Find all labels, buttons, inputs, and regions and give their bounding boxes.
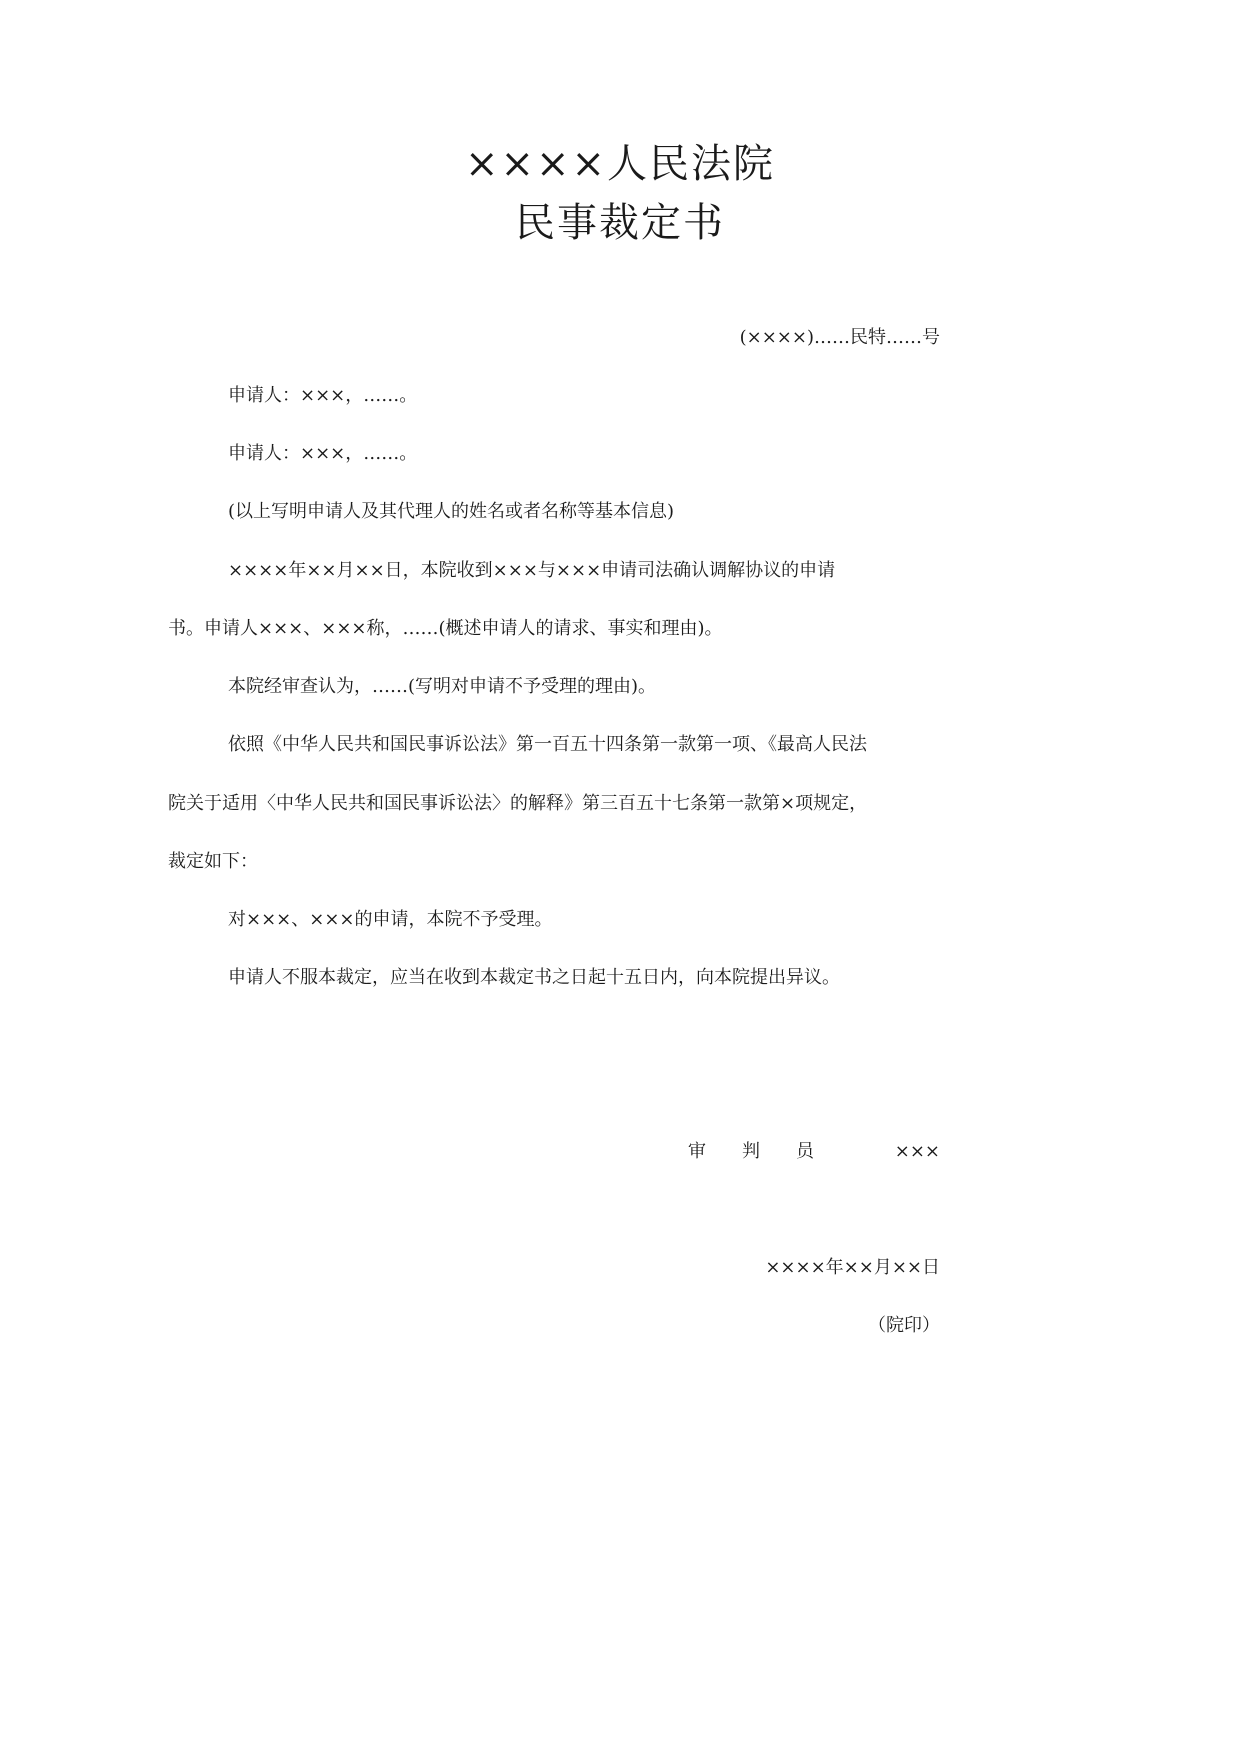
judge-title: 审 判 员 [688, 1141, 814, 1162]
document-type-title: 民事裁定书 [515, 200, 725, 246]
judge-name: ××× [894, 1141, 940, 1162]
legal-basis-line-2: 院关于适用〈中华人民共和国民事诉讼法〉的解释》第三百五十七条第一款第×项规定， [168, 793, 868, 814]
facts-paragraph-line-2: 书。申请人×××、×××称，……(概述申请人的请求、事实和理由)。 [168, 618, 723, 639]
applicant-2: 申请人：×××，……。 [228, 443, 418, 464]
court-name: ××××人民法院 [464, 141, 776, 187]
court-seal-note: （院印） [868, 1315, 940, 1336]
applicant-note: (以上写明申请人及其代理人的姓名或者名称等基本信息) [228, 501, 675, 522]
signing-date: ××××年××月××日 [765, 1257, 940, 1278]
appeal-paragraph: 申请人不服本裁定，应当在收到本裁定书之日起十五日内，向本院提出异议。 [228, 967, 840, 988]
review-paragraph: 本院经审查认为，……(写明对申请不予受理的理由)。 [228, 676, 657, 697]
facts-paragraph-line-1: ××××年××月××日，本院收到×××与×××申请司法确认调解协议的申请 [228, 560, 836, 581]
legal-basis-line-1: 依照《中华人民共和国民事诉讼法》第一百五十四条第一款第一项、《最高人民法 [228, 734, 867, 755]
ruling-paragraph: 对×××、×××的申请，本院不予受理。 [228, 909, 553, 930]
applicant-1: 申请人：×××，……。 [228, 385, 418, 406]
legal-basis-line-3: 裁定如下： [168, 851, 258, 872]
case-number: (××××)……民特……号 [739, 327, 940, 348]
